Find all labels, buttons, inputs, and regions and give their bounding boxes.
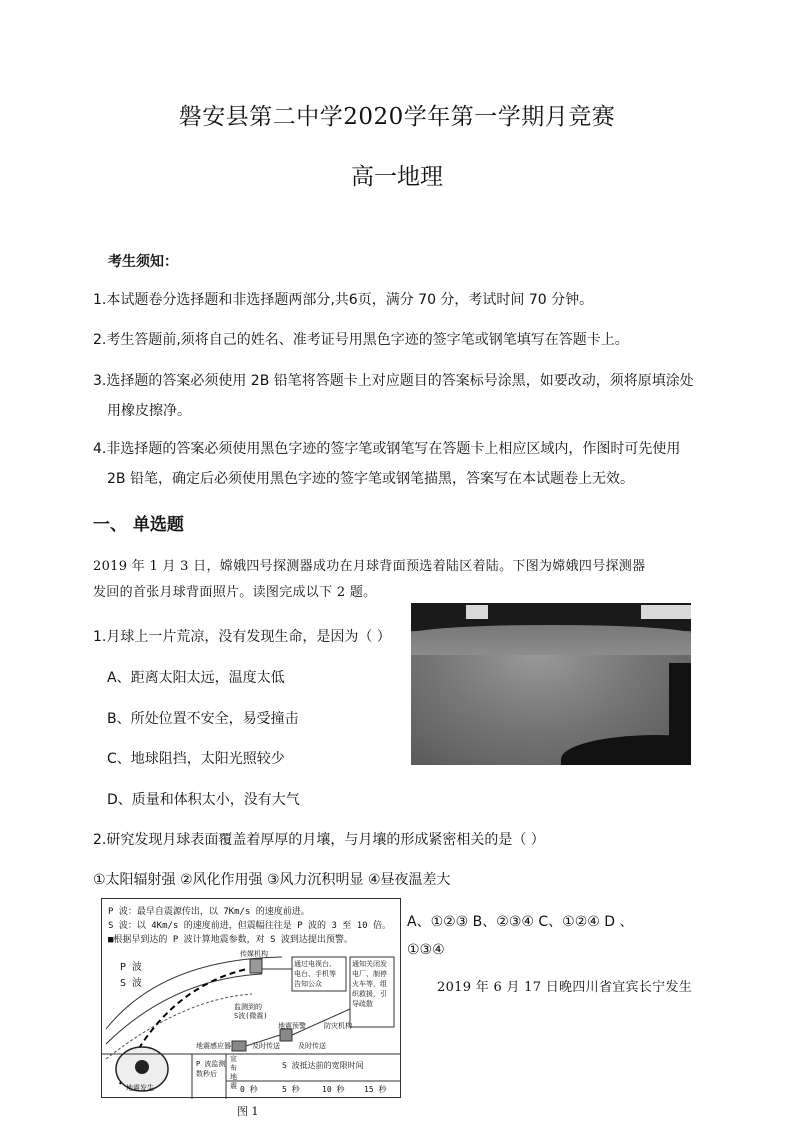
monitor-line-1: 监测到的 bbox=[234, 1003, 262, 1011]
alert-box-line-5: 导疏散 bbox=[352, 1000, 373, 1008]
figure-caption: 图 1 bbox=[237, 1105, 259, 1118]
media-box-line-2: 电台、手机等 bbox=[294, 970, 336, 978]
publish-char-3: 地 bbox=[230, 1073, 237, 1081]
media-label: 传媒机构 bbox=[240, 950, 268, 958]
s-wave-label: S 波 bbox=[120, 978, 143, 989]
alert-box-line-2: 电厂、制停 bbox=[352, 970, 387, 978]
grace-window-label: S 波抵达前的宽限时间 bbox=[282, 1061, 364, 1070]
sensor-icon bbox=[232, 1041, 246, 1051]
publish-char-1: 宣 bbox=[230, 1055, 237, 1063]
photo-horizon bbox=[411, 625, 691, 655]
notice-item-3 bbox=[93, 366, 703, 426]
exam-subject: 高一地理 bbox=[351, 164, 443, 190]
diagram-line-3: ■根据早到达的 P 波计算地震参数，对 S 波到达提出预警。 bbox=[108, 935, 353, 945]
publish-label bbox=[230, 1055, 237, 1091]
question-2-choices: ①太阳辐射强 ②风化作用强 ③风力沉积明显 ④昼夜温差大 bbox=[93, 872, 451, 888]
notice-item-3-line2: 用橡皮擦净。 bbox=[107, 403, 191, 419]
notice-item-1: 1.本试题卷分选择题和非选择题两部分,共6页，满分 70 分，考试时间 70 分钟。 bbox=[93, 292, 594, 308]
notice-item-2: 2.考生答题前,须将自己的姓名、准考证号用黑色字迹的签字笔或钢笔填写在答题卡上。 bbox=[93, 332, 629, 348]
media-box-text bbox=[294, 959, 336, 989]
alert-box-text bbox=[352, 959, 387, 1009]
question-1-stem: 1.月球上一片荒凉，没有发现生命，是因为（ ） bbox=[93, 629, 391, 645]
section-title: 一、 单选题 bbox=[93, 515, 184, 535]
media-box-line-1: 通过电视台、 bbox=[294, 960, 336, 968]
moon-far-side-photo bbox=[411, 603, 691, 765]
question-intro bbox=[93, 554, 693, 606]
question-1-option-a: A、距离太阳太远，温度太低 bbox=[107, 670, 285, 686]
disaster-agency-label: 防灾机构 bbox=[324, 1022, 352, 1030]
send-label-1: 及时传送 bbox=[252, 1042, 280, 1050]
p-detect-label bbox=[196, 1059, 225, 1079]
next-question-intro: 2019 年 6 月 17 日晚四川省宜宾长宁发生 bbox=[437, 980, 693, 995]
tick-10: 10 秒 bbox=[322, 1085, 345, 1094]
notice-item-4-line2: 2B 铅笔，确定后必须使用黑色字迹的签字笔或钢笔描黑，答案写在本试题卷上无效。 bbox=[107, 471, 634, 487]
media-box-line-3: 告知公众 bbox=[294, 980, 322, 988]
diagram-line-2: S 波：以 4Km/s 的速度前进，但震幅往往是 P 波的 3 至 10 倍。 bbox=[108, 921, 391, 931]
tick-15: 15 秒 bbox=[364, 1085, 387, 1094]
exam-title: 磐安县第二中学2020学年第一学期月竞赛 bbox=[178, 104, 616, 130]
intro-line-2: 发回的首张月球背面照片。读图完成以下 2 题。 bbox=[93, 585, 377, 600]
sensor-label: 地震感应器 bbox=[196, 1042, 231, 1050]
notice-item-4 bbox=[93, 434, 703, 494]
publish-char-2: 布 bbox=[230, 1064, 237, 1072]
notice-heading: 考生须知： bbox=[108, 254, 178, 270]
alert-box-line-4: 织救援，引 bbox=[352, 990, 387, 998]
epicenter-label: 地震发生 bbox=[126, 1084, 154, 1092]
answers-line-1: A、①②③ B、②③④ C、①②④ D 、 bbox=[407, 914, 634, 930]
question-1-option-b: B、所处位置不安全，易受撞击 bbox=[107, 711, 299, 727]
p-detect-line-2: 数秒后 bbox=[196, 1070, 217, 1078]
monitor-label bbox=[234, 1003, 268, 1021]
publish-char-4: 震 bbox=[230, 1082, 237, 1090]
notice-item-4-line1: 4.非选择题的答案必须使用黑色字迹的签字笔或钢笔写在答题卡上相应区域内，作图时可先使用 bbox=[93, 441, 681, 457]
media-tower-icon bbox=[250, 959, 262, 973]
question-2-answers bbox=[407, 908, 707, 964]
p-wave-label: P 波 bbox=[120, 962, 143, 973]
question-1-option-c: C、地球阻挡，太阳光照较少 bbox=[107, 751, 285, 767]
epicenter-icon bbox=[135, 1060, 149, 1074]
p-detect-line-1: P 波监测 bbox=[196, 1060, 226, 1068]
alert-box-line-1: 通知关闭发 bbox=[352, 960, 387, 968]
photo-panel-right bbox=[641, 605, 691, 619]
monitor-line-2: S波(微震) bbox=[234, 1012, 268, 1020]
photo-foreground-shadow bbox=[561, 735, 691, 765]
diagram-line-1: P 波：最早自震源传出，以 7Km/s 的速度前进。 bbox=[108, 907, 310, 917]
send-label-2: 及时传送 bbox=[298, 1042, 326, 1050]
notice-item-3-line1: 3.选择题的答案必须使用 2B 铅笔将答题卡上对应题目的答案标号涂黑，如要改动，须将原填涂处 bbox=[93, 373, 694, 389]
intro-line-1: 2019 年 1 月 3 日，嫦娥四号探测器成功在月球背面预选着陆区着陆。下图为嫦娥四号探测器 bbox=[93, 559, 646, 574]
photo-panel-left bbox=[466, 605, 488, 619]
alert-box-line-3: 火车等，组 bbox=[352, 980, 387, 988]
question-2-stem: 2.研究发现月球表面覆盖着厚厚的月壤，与月壤的形成紧密相关的是（ ） bbox=[93, 832, 545, 848]
answers-line-2: ①③④ bbox=[407, 942, 445, 958]
quake-warning-label: 地震预警 bbox=[278, 1022, 306, 1030]
earthquake-warning-diagram bbox=[101, 898, 401, 1098]
tick-5: 5 秒 bbox=[282, 1085, 300, 1094]
question-1-option-d: D、质量和体积太小，没有大气 bbox=[107, 792, 300, 808]
tick-0: 0 秒 bbox=[240, 1085, 258, 1094]
